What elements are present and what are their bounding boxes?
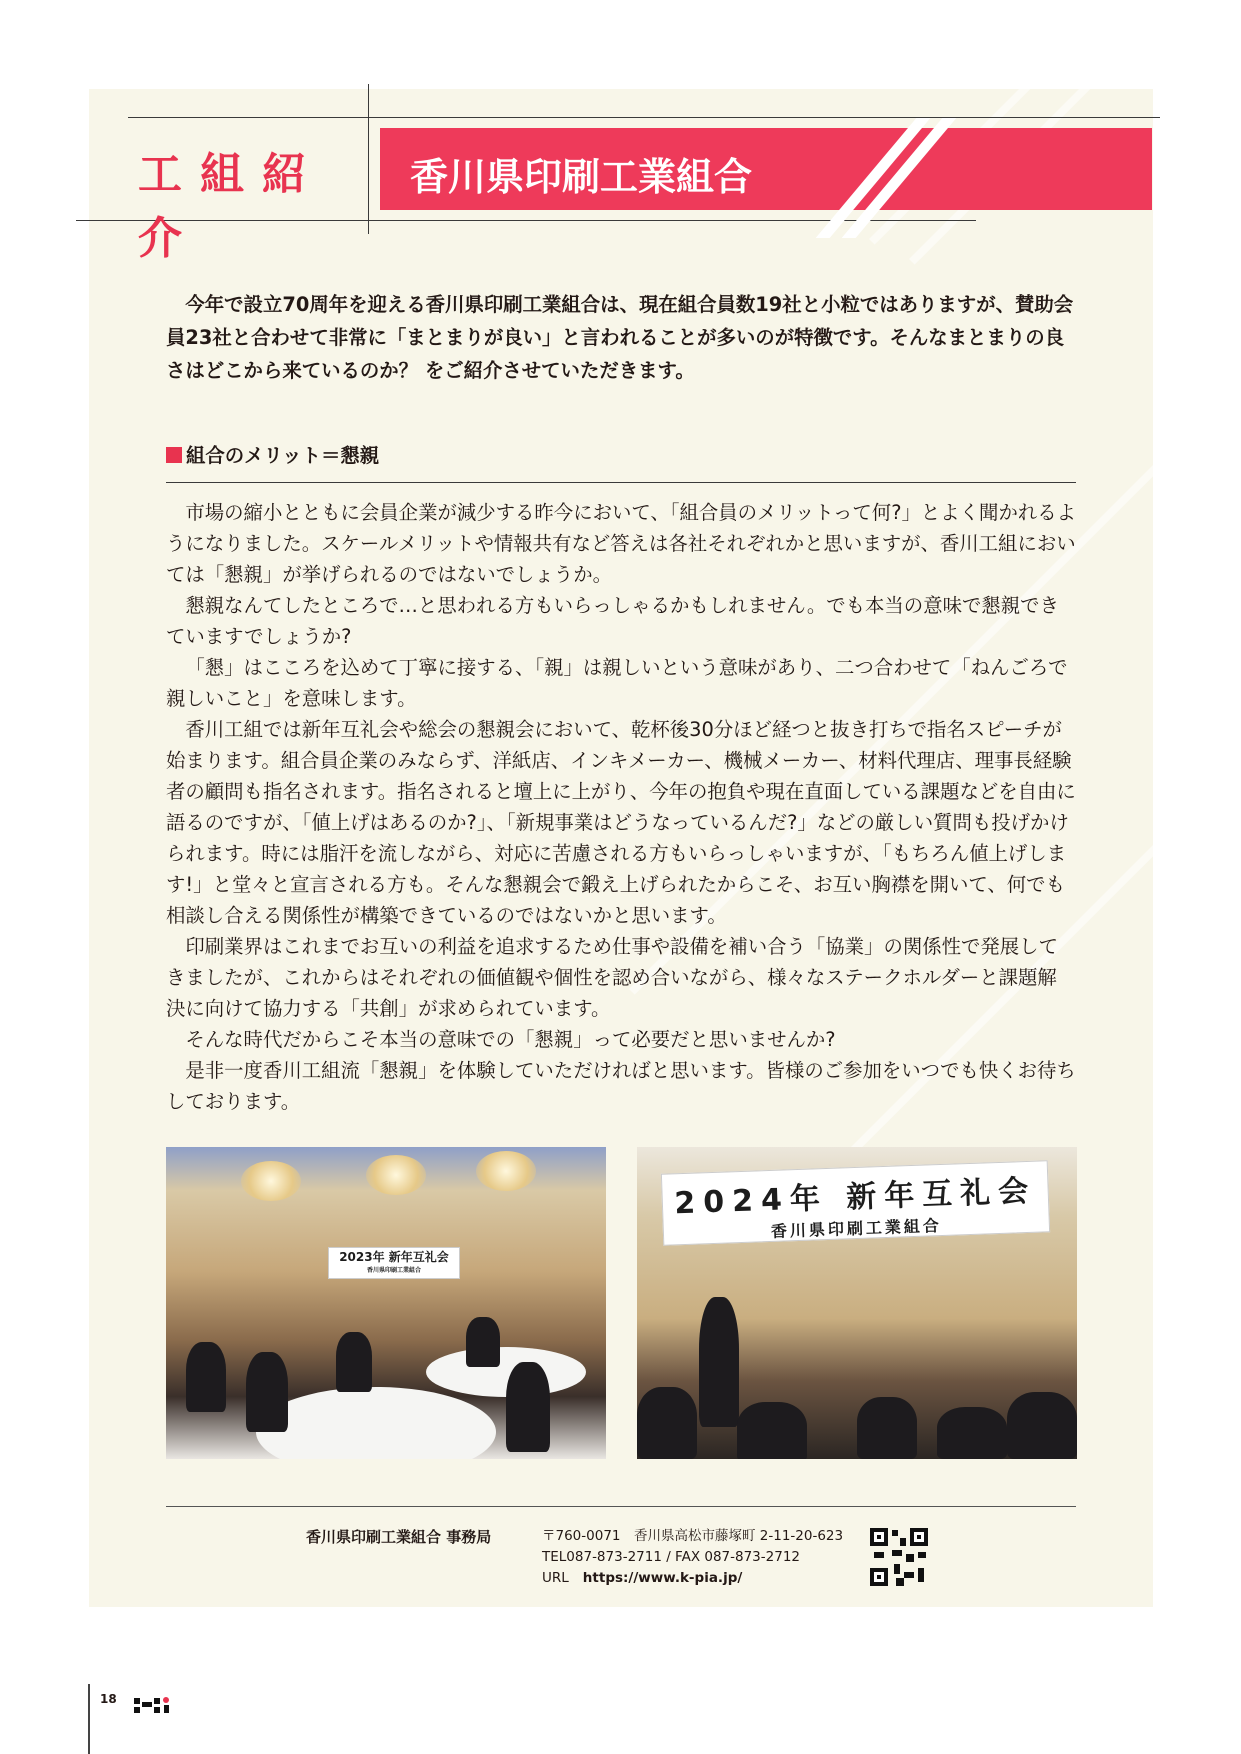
body-paragraph: 「懇」はこころを込めて丁寧に接する、「親」は親しいという意味があり、二つ合わせて「ねんごろで親しいこと」を意味します。	[166, 656, 1068, 710]
photo-sign-2024	[661, 1160, 1050, 1245]
tel-fax: TEL087-873-2711 / FAX 087-873-2712	[542, 1549, 800, 1565]
photo-sign-2023	[328, 1247, 460, 1279]
sign-subtitle: 香川県印刷工業組合	[770, 1216, 943, 1241]
page-title: 香川県印刷工業組合	[410, 155, 753, 199]
url-line	[542, 1568, 843, 1589]
website-link[interactable]: https://www.k-pia.jp/	[582, 1570, 743, 1586]
header-vertical-rule	[368, 84, 369, 234]
header-top-rule	[128, 117, 1160, 118]
sign-subtitle: 香川県印刷工業組合	[366, 1267, 421, 1274]
body-paragraph: 市場の縮小とともに会員企業が減少する昨今において、「組合員のメリットって何?」とよく聞かれるようになりました。スケールメリットや情報共有など答えは各社それぞれかと思いますが、香川工組においては「懇親」が挙げられるのではないでしょうか。	[166, 501, 1077, 586]
body-paragraph: 是非一度香川工組流「懇親」を体験していただければと思います。皆様のご参加をいつでも快くお待ちしております。	[166, 1059, 1076, 1113]
contact-info	[542, 1526, 843, 1589]
square-bullet-icon	[166, 447, 182, 463]
page-number-rule	[88, 1684, 90, 1754]
intro-paragraph	[166, 288, 1076, 387]
office-name: 香川県印刷工業組合 事務局	[306, 1528, 492, 1546]
subheading-text: 組合のメリット＝懇親	[186, 444, 380, 467]
body-paragraph: そんな時代だからこそ本当の意味での「懇親」って必要だと思いませんか?	[185, 1028, 836, 1051]
body-paragraph: 香川工組では新年互礼会や総会の懇親会において、乾杯後30分ほど経つと抜き打ちで指名スピーチが始まります。組合員企業のみならず、洋紙店、インキメーカー、機械メーカー、材料代理店、理事長経験者の顧問も指名されます。指名されると壇上に上がり、今年の抱負や現在直面している課題などを自由に語るのですが、「値上げはあるのか?」、「新規事業はどうなっているんだ?」などの厳しい質問も投げかけられます。時には脂汗を流しながら、対応に苦慮される方もいらっしゃいますが、「もちろん値上げします!」と堂々と宣言される方も。そんな懇親会で鍛え上げられたからこそ、お互い胸襟を開いて、何でも相談し合える関係性が構築できているのではないかと思います。	[166, 718, 1076, 927]
article-body	[166, 497, 1076, 1117]
sign-title: 2024年 新年互礼会	[673, 1173, 1037, 1222]
section-label: 工組紹介	[138, 149, 324, 264]
page-number: 18	[100, 1692, 117, 1706]
body-paragraph: 印刷業界はこれまでお互いの利益を追求するため仕事や設備を補い合う「協業」の関係性で発展してきましたが、これからはそれぞれの価値観や個性を認め合いながら、様々なステークホルダーと課題解決に向けて協力する「共創」が求められています。	[166, 935, 1058, 1020]
sign-title: 2023年 新年互礼会	[339, 1250, 449, 1264]
address: 〒760-0071 香川県高松市藤塚町 2-11-20-623	[542, 1528, 844, 1544]
qr-code-icon[interactable]	[870, 1528, 928, 1586]
subheading	[166, 440, 379, 468]
publication-logo-icon	[134, 1694, 182, 1714]
intro-text: 今年で設立70周年を迎える香川県印刷工業組合は、現在組合員数19社と小粒ではありますが、賛助会員23社と合わせて非常に「まとまりが良い」と言われることが多いのが特徴です。そんなまとまりの良さはどこから来ているのか？ をご紹介させていただきます。	[166, 293, 1074, 382]
footer-rule	[166, 1506, 1076, 1507]
body-paragraph: 懇親なんてしたところで…と思われる方もいらっしゃるかもしれません。でも本当の意味で懇親できていますでしょうか?	[166, 594, 1059, 648]
subheading-rule	[166, 482, 1076, 483]
url-label: URL	[542, 1570, 569, 1586]
event-photo-2024	[637, 1147, 1077, 1459]
event-photo-2023	[166, 1147, 606, 1459]
